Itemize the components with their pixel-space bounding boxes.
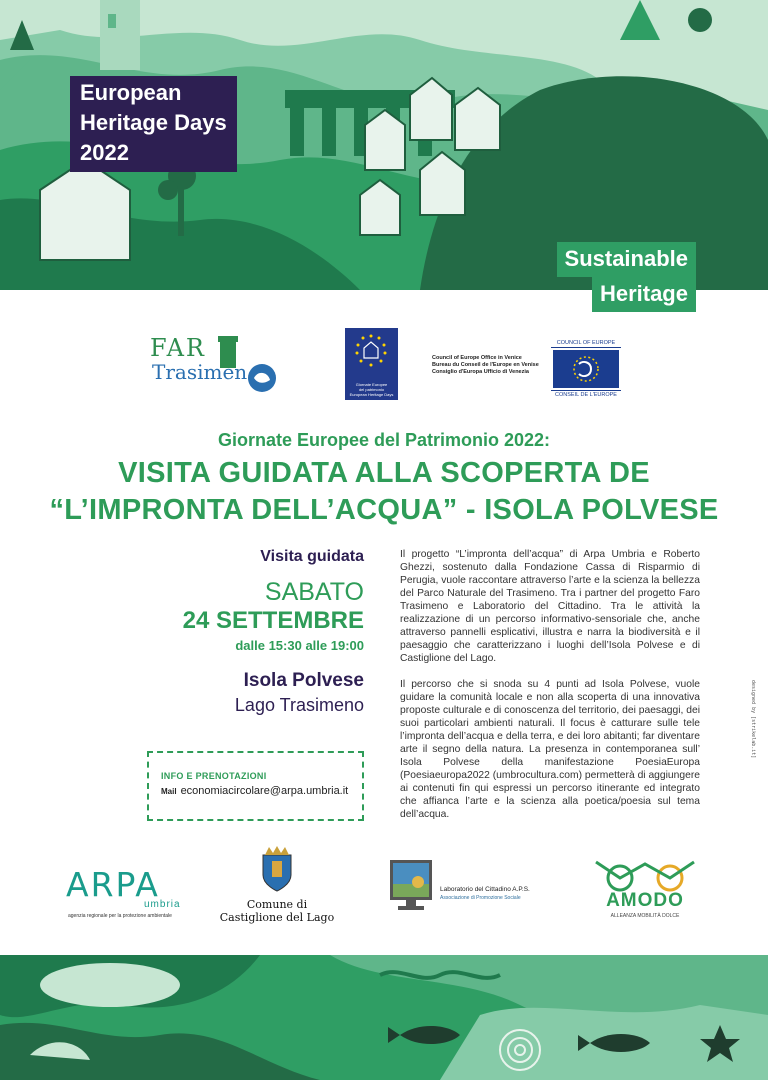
event-subtitle: Giornate Europee del Patrimonio 2022: bbox=[217, 430, 551, 450]
event-place-sub: Lago Trasimeno bbox=[234, 695, 364, 715]
info-box bbox=[147, 751, 364, 821]
event-place: Isola Polvese bbox=[243, 670, 364, 691]
lab-name: Laboratorio del Cittadino A.P.S. bbox=[440, 886, 530, 893]
amodo-subtitle: ALLEANZA MOBILITÀ DOLCE bbox=[610, 913, 680, 919]
coe-venice-office-text: Council of Europe Office in Venice Bureau du Conseil de l'Europe en Venise Consiglio d'Europa Ufficio di Venezia bbox=[432, 355, 539, 375]
event-description bbox=[400, 548, 700, 834]
header-illustration bbox=[0, 0, 768, 306]
event-title-line-1: VISITA GUIDATA ALLA SCOPERTA DE bbox=[118, 457, 650, 489]
eu-stars-icon bbox=[345, 328, 398, 373]
description-paragraph-1: Il progetto “L’impronta dell’acqua” di Arpa Umbria e Roberto Ghezzi, sostenuto dalla Fondazione Cassa di Risparmio di Perugia, vuole raccontare attraverso l’arte e la scienza la bellezza del Parco Naturale del Trasimeno. Tra i partner del progetto Faro Trasimeno e Laboratorio del Cittadino. Tra le attività la realizzazione di un percorso informativo-sensoriale che, anche attraverso pannelli esplicativi, illustra e narra la biodiversità e il paesaggio che caratterizzano i luoghi dell’Isola Polvese e di Castiglione del Lago. bbox=[400, 549, 700, 664]
comune-castiglione-logo bbox=[212, 845, 342, 924]
event-details bbox=[104, 548, 364, 717]
description-paragraph-2: Il percorso che si snoda su 4 punti ad Isola Polvese, vuole guidare la comunità locale e non alla scoperta di una innovativa proposte culturale e di conoscenza del territorio, dei paesaggi, dei suoi particolari ambienti naturali. Il focus è catturare sulle tele l’impronta dell’acqua e della terra, e dei loro abitanti; far diventare arte il segno della natura. La presenza in contemporanea sull’ Isola Polvese della manifestazione PoesiaEuropa (Poesiaeuropa2022 (umbrocultura.com) permetterà di aggiungere ai contenuti fin qui espressi un percorso itinerante ed integrato che affianca l’arte e la scienza alla poetica/poesia sul tema dell’acqua. bbox=[400, 679, 700, 820]
info-mail-line bbox=[161, 785, 362, 797]
sustainable-heritage-tag bbox=[557, 242, 696, 312]
info-title: INFO E PRENOTAZIONI bbox=[161, 771, 267, 781]
sustainable-line-2: Heritage bbox=[592, 277, 696, 312]
coe-top-label: COUNCIL OF EUROPE bbox=[551, 340, 621, 348]
coe-bottom-label: CONSEIL DE L'EUROPE bbox=[551, 390, 621, 398]
mail-label: Mail bbox=[161, 787, 177, 796]
sustainable-line-1: Sustainable bbox=[557, 242, 696, 277]
coe-emblem-icon bbox=[553, 350, 619, 388]
edh-logo-label: Giornate Europee del patrimonio European Heritage Days bbox=[349, 382, 394, 397]
event-date: 24 SETTEMBRE bbox=[182, 607, 364, 634]
comune-line-2: Castiglione del Lago bbox=[219, 911, 335, 924]
designer-credit: designed by [strikelab.it] bbox=[750, 680, 756, 759]
edh-line-3: 2022 bbox=[80, 140, 129, 165]
arpa-subtitle: agenzia regionale per la protezione ambientale bbox=[68, 913, 172, 919]
monitor-icon bbox=[388, 858, 434, 914]
amodo-logo bbox=[590, 860, 700, 930]
laboratorio-cittadino-logo bbox=[388, 858, 548, 918]
footer-illustration bbox=[0, 955, 768, 1080]
lab-subtitle: Associazione di Promozione Sociale bbox=[440, 895, 521, 901]
mail-link[interactable]: economiacircolare@arpa.umbria.it bbox=[180, 785, 349, 797]
amodo-bike-icon bbox=[590, 860, 700, 892]
european-heritage-days-tag bbox=[70, 76, 237, 172]
council-of-europe-logo bbox=[551, 340, 621, 398]
event-type: Visita guidata bbox=[260, 548, 364, 565]
comune-line-1: Comune di bbox=[246, 898, 308, 911]
faro-word: FAR bbox=[150, 334, 206, 362]
amodo-word: AMODO bbox=[606, 890, 684, 911]
trasimeno-word: Trasimen bbox=[152, 360, 248, 384]
event-day: SABATO bbox=[264, 578, 364, 606]
arpa-word: ARPA bbox=[66, 865, 160, 904]
arpa-region: umbria bbox=[144, 899, 181, 910]
arpa-umbria-logo bbox=[66, 865, 196, 925]
edh-line-1: European bbox=[80, 80, 182, 105]
event-title bbox=[0, 455, 768, 529]
event-time: dalle 15:30 alle 19:00 bbox=[235, 638, 364, 653]
european-heritage-days-logo bbox=[345, 328, 398, 400]
event-title-line-2: “L’IMPRONTA DELL’ACQUA” - ISOLA POLVESE bbox=[49, 494, 719, 526]
coat-of-arms-icon bbox=[257, 845, 297, 893]
faro-trasimeno-logo bbox=[150, 330, 280, 400]
underwater-illustration bbox=[0, 955, 768, 1080]
edh-line-2: Heritage Days bbox=[80, 110, 227, 135]
